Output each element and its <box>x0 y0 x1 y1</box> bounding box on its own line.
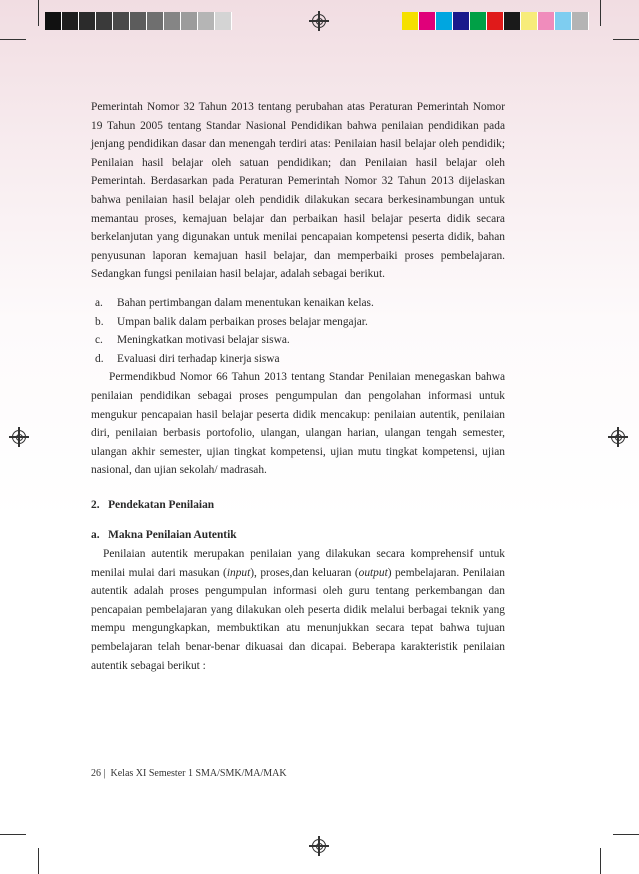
color-swatch <box>113 12 130 30</box>
color-swatch <box>487 12 504 30</box>
page-content <box>91 98 505 675</box>
color-swatch <box>402 12 419 30</box>
color-swatch <box>419 12 436 30</box>
color-swatch <box>538 12 555 30</box>
registration-mark-icon <box>312 14 326 28</box>
page-footer: 26 | Kelas XI Semester 1 SMA/SMK/MA/MAK <box>91 768 287 779</box>
color-swatch <box>572 12 589 30</box>
crop-mark <box>0 39 26 40</box>
color-swatch <box>130 12 147 30</box>
registration-mark-icon <box>312 839 326 853</box>
crop-mark <box>600 0 601 26</box>
cmyk-color-bar <box>402 12 589 30</box>
color-swatch <box>453 12 470 30</box>
list-item: d. Evaluasi diri terhadap kinerja siswa <box>95 352 280 365</box>
paragraph-authentic-assessment: Penilaian autentik merupakan penilaian yang dilakukan secara komprehensif untuk menilai mulai dari masukan (input), proses,dan keluaran (output) pembelajaran. Penilaian autentik adalah proses pengumpulan informasi oleh guru tentang perkembangan dan pencapaian pembelajaran yang dilakukan oleh peserta didik melalui berbagai teknik yang mempu mengungkapkan, membuktikan atu menunjukkan secara tepat bahwa tujuan pembelajaran telah benar-benar dikuasai dan dicapai. Beberapa karakteristik penilaian autentik sebagai berikut : <box>91 548 505 672</box>
color-swatch <box>147 12 164 30</box>
crop-mark <box>0 834 26 835</box>
assessment-function-list <box>91 294 505 368</box>
color-swatch <box>555 12 572 30</box>
color-swatch <box>164 12 181 30</box>
registration-mark-icon <box>611 430 625 444</box>
color-swatch <box>96 12 113 30</box>
color-swatch <box>436 12 453 30</box>
crop-mark <box>38 0 39 26</box>
color-swatch <box>215 12 232 30</box>
subsection-heading-makna-penilaian-autentik: a. Makna Penilaian Autentik <box>91 529 237 542</box>
list-item: a. Bahan pertimbangan dalam menentukan kenaikan kelas. <box>95 296 374 309</box>
paragraph-regulation-pp32: Pemerintah Nomor 32 Tahun 2013 tentang perubahan atas Peraturan Pemerintah Nomor 19 Tahun 2005 tentang Standar Nasional Pendidikan bahwa penilaian pendidikan pada jenjang pendidikan dasar dan menengah terdiri atas: Penilaian hasil belajar oleh pendidik; Penilaian hasil belajar oleh satuan pendidikan; dan Penilaian hasil belajar oleh Pemerintah. Berdasarkan pada Peraturan Pemerintah Nomor 32 Tahun 2013 dijelaskan bahwa penilaian hasil belajar oleh pendidik dilakukan secara berkesinambungan untuk memantau proses, kemajuan belajar dan perbaikan hasil belajar peserta didik secara berkelanjutan yang digunakan untuk menilai pencapaian kompetensi peserta didik, bahan penyusunan laporan kemajuan hasil belajar, dan memperbaiki proses pembelajaran. Sedangkan fungsi penilaian hasil belajar, adalah sebagai berikut. <box>91 101 505 281</box>
color-swatch <box>62 12 79 30</box>
term-input: input <box>226 566 251 579</box>
color-swatch <box>181 12 198 30</box>
color-swatch <box>79 12 96 30</box>
list-item: c. Meningkatkan motivasi belajar siswa. <box>95 334 290 347</box>
crop-mark <box>600 848 601 874</box>
crop-mark <box>38 848 39 874</box>
color-swatch <box>470 12 487 30</box>
grayscale-color-bar <box>45 12 232 30</box>
registration-mark-icon <box>12 430 26 444</box>
term-output: output <box>358 566 388 579</box>
section-heading-pendekatan-penilaian: 2. Pendekatan Penilaian <box>91 498 215 511</box>
list-item: b. Umpan balik dalam perbaikan proses belajar mengajar. <box>95 315 368 328</box>
crop-mark <box>613 39 639 40</box>
color-swatch <box>521 12 538 30</box>
color-swatch <box>504 12 521 30</box>
crop-mark <box>613 834 639 835</box>
paragraph-permendikbud-66: Permendikbud Nomor 66 Tahun 2013 tentang Standar Penilaian menegaskan bahwa penilaian pendidikan sebagai proses pengumpulan dan pengolahan informasi untuk mengukur pencapaian hasil belajar peserta didik mencakup: penilaian autentik, penilaian diri, penilaian berbasis portofolio, ulangan, ulangan harian, ulangan tengah semester, ulangan akhir semester, ujian tingkat kompetensi, ujian mutu tingkat kompetensi, ujian nasional, dan ujian sekolah/ madrasah. <box>91 371 505 477</box>
color-swatch <box>45 12 62 30</box>
color-swatch <box>198 12 215 30</box>
